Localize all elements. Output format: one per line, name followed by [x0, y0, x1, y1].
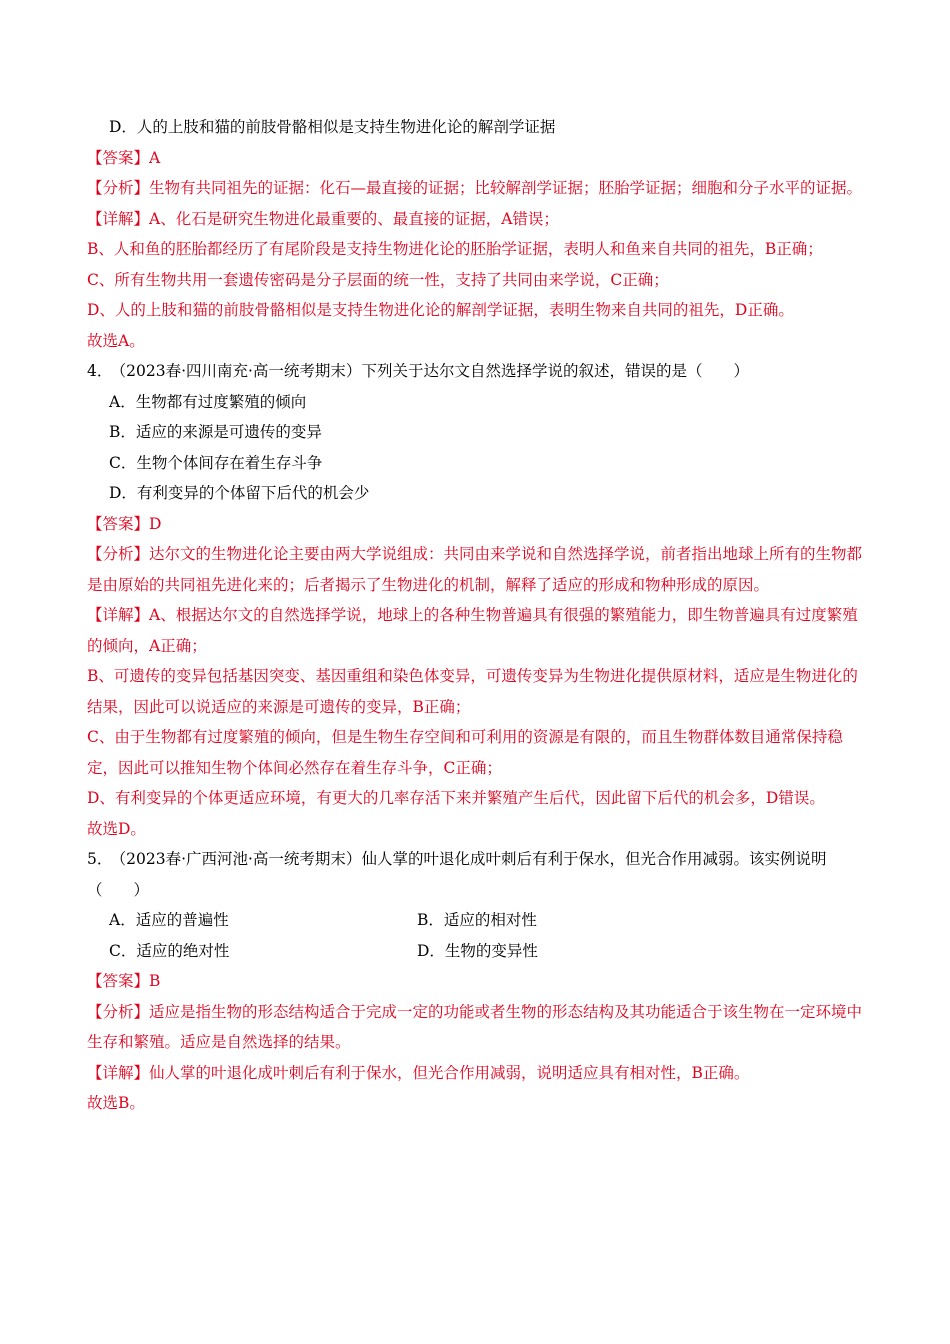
q3-detail-d: D、人的上肢和猫的前肢骨骼相似是支持生物进化论的解剖学证据，表明生物来自共同的祖先，D正确。	[87, 301, 794, 319]
q4-option-a: A．生物都有过度繁殖的倾向	[109, 392, 307, 411]
q4-conclusion: 故选D。	[87, 819, 146, 838]
q3-option-d: D．人的上肢和猫的前肢骨骼相似是支持生物进化论的解剖学证据	[109, 118, 556, 136]
q4-option-c: C．生物个体间存在着生存斗争	[109, 453, 323, 472]
q4-detail-c: C、由于生物都有过度繁殖的倾向，但是生物生存空间和可利用的资源是有限的，而且生物群体数目通常保持稳定，因此可以推知生物个体间必然存在着生存斗争，C正确；	[87, 728, 843, 777]
q5-option-a: A．适应的普遍性	[109, 911, 229, 929]
q5-source: （2023春·广西河池·高一统考期末）	[118, 850, 362, 868]
q3-detail-b: B、人和鱼的胚胎都经历了有尾阶段是支持生物进化论的胚胎学证据，表明人和鱼来自共同的祖先，B正确；	[87, 240, 823, 258]
q5-options-row-1	[87, 905, 862, 936]
q5-answer: 【答案】B	[87, 972, 161, 990]
q5-option-b: B．适应的相对性	[417, 911, 537, 929]
q4-stem	[87, 356, 862, 387]
q5-option-d: D．生物的变异性	[417, 941, 538, 960]
q5-number: 5．	[87, 850, 113, 868]
q4-detail-b: B、可遗传的变异包括基因突变、基因重组和染色体变异，可遗传变异为生物进化提供原材料，适应是生物进化的结果，因此可以说适应的来源是可遗传的变异，B正确；	[87, 667, 858, 716]
q5-option-c: C．适应的绝对性	[109, 941, 230, 960]
q5-stem-text: 仙人掌的叶退化成叶刺后有利于保水，但光合作用减弱。该实例说明（ ）	[87, 850, 827, 899]
q3-detail-a: 【详解】A、化石是研究生物进化最重要的、最直接的证据，A错误；	[87, 209, 559, 228]
q3-answer: 【答案】A	[87, 148, 161, 167]
q4-option-d: D．有利变异的个体留下后代的机会少	[109, 484, 370, 502]
q3-detail-c: C、所有生物共用一套遗传密码是分子层面的统一性，支持了共同由来学说，C正确；	[87, 270, 669, 289]
q5-detail: 【详解】仙人掌的叶退化成叶刺后有利于保水，但光合作用减弱，说明适应具有相对性，B正确。	[87, 1063, 750, 1082]
q5-options-row-2	[87, 936, 862, 967]
q4-stem-text: 下列关于达尔文自然选择学说的叙述，错误的是（ ）	[361, 362, 749, 380]
q5-conclusion: 故选B。	[87, 1094, 145, 1112]
q4-option-b: B．适应的来源是可遗传的变异	[109, 423, 322, 441]
q4-detail-d: D、有利变异的个体更适应环境，有更大的几率存活下来并繁殖产生后代，因此留下后代的机会多，D错误。	[87, 789, 825, 807]
q5-stem	[87, 844, 862, 905]
q4-detail-a: 【详解】A、根据达尔文的自然选择学说，地球上的各种生物普遍具有很强的繁殖能力，即生物普遍具有过度繁殖的倾向，A正确；	[87, 606, 858, 655]
page-content	[87, 112, 862, 1119]
q3-analysis: 【分析】生物有共同祖先的证据：化石—最直接的证据；比较解剖学证据；胚胎学证据；细胞和分子水平的证据。	[87, 179, 863, 197]
q4-source: （2023春·四川南充·高一统考期末）	[118, 362, 362, 380]
q5-analysis: 【分析】适应是指生物的形态结构适合于完成一定的功能或者生物的形态结构及其功能适合于该生物在一定环境中生存和繁殖。适应是自然选择的结果。	[87, 1002, 863, 1051]
q4-analysis: 【分析】达尔文的生物进化论主要由两大学说组成：共同由来学说和自然选择学说，前者指出地球上所有的生物都是由原始的共同祖先进化来的；后者揭示了生物进化的机制，解释了适应的形成和物种形成的原因。	[87, 545, 863, 594]
q3-conclusion: 故选A。	[87, 331, 145, 350]
q4-number: 4．	[87, 362, 113, 380]
q4-answer: 【答案】D	[87, 514, 162, 533]
